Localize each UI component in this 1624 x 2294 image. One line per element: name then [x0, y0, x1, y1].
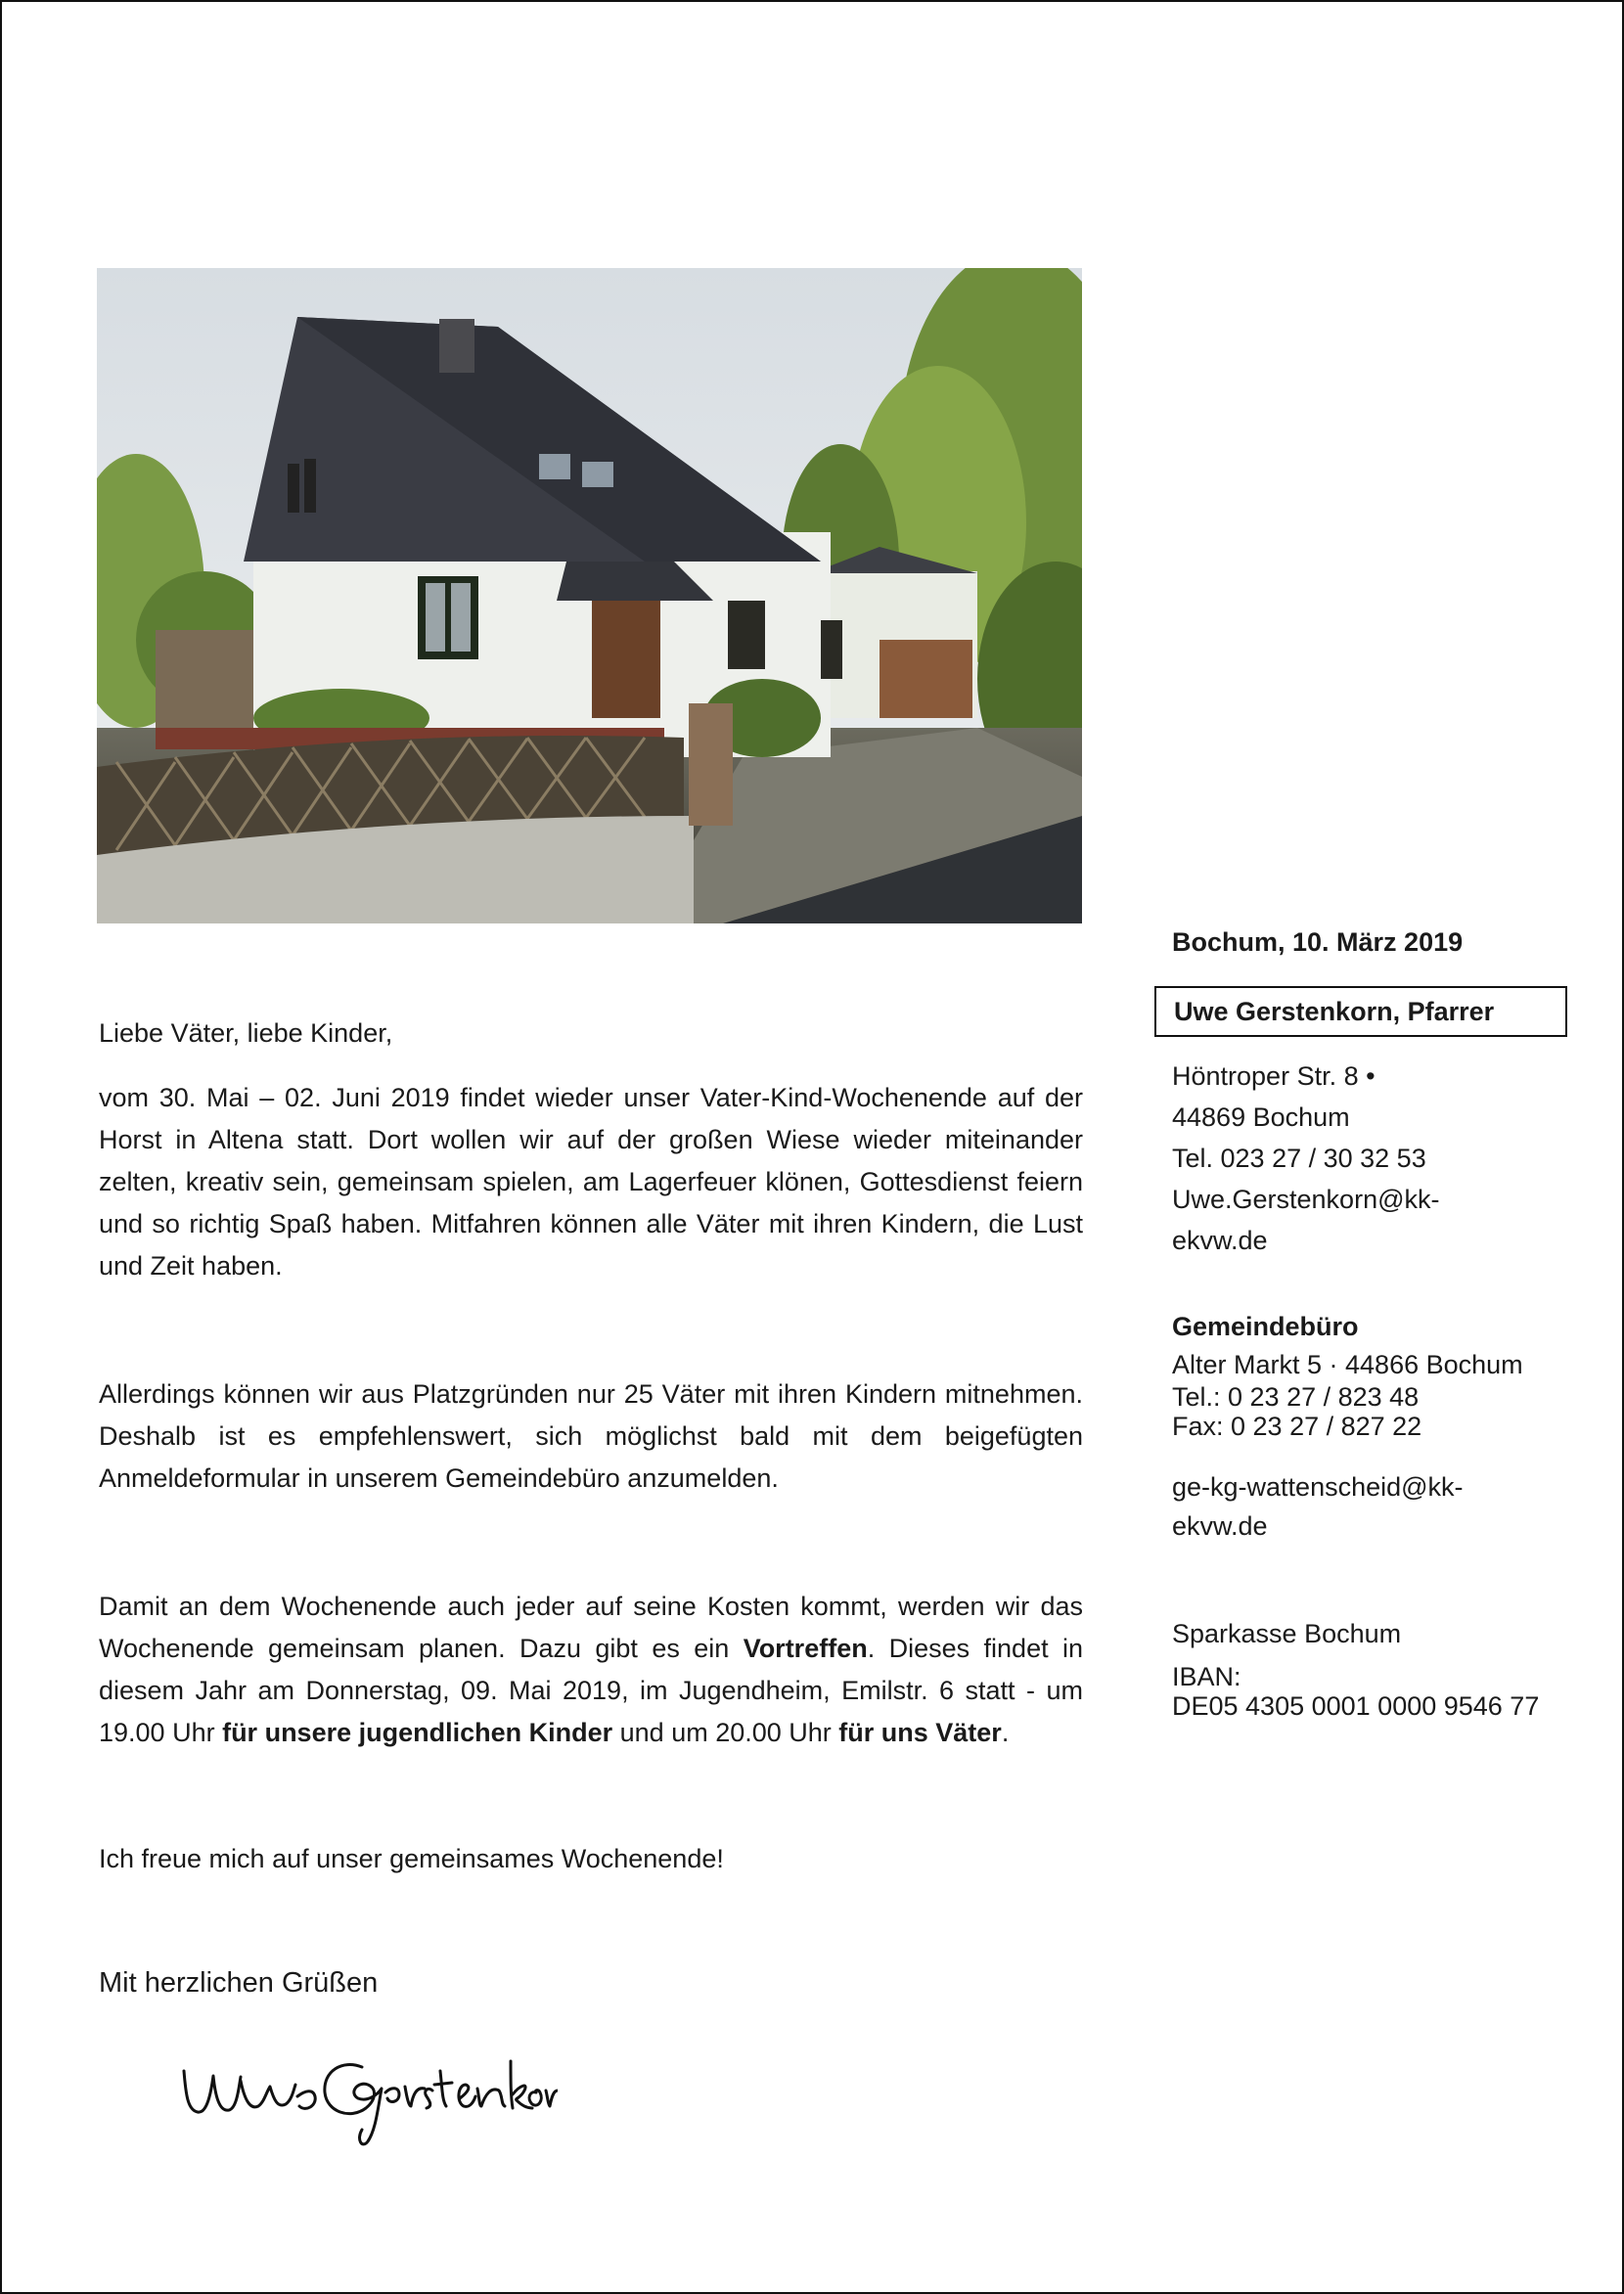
sender-address-line2: 44869 Bochum: [1172, 1102, 1350, 1132]
sender-phone: Tel. 023 27 / 30 32 53: [1172, 1144, 1426, 1173]
office-email-line2[interactable]: ekvw.de: [1172, 1511, 1268, 1541]
sender-email-line2[interactable]: ekvw.de: [1172, 1226, 1268, 1255]
sender-contact: [1172, 1056, 1583, 1261]
office-email-line1[interactable]: ge-kg-wattenscheid@kk-: [1172, 1472, 1464, 1502]
office-block: [1172, 1306, 1583, 1441]
house-photo-icon: [97, 268, 1082, 923]
paragraph-3-vaeter: für uns Väter: [838, 1718, 1002, 1747]
house-photo: [97, 268, 1082, 923]
sender-email-line1[interactable]: Uwe.Gerstenkorn@kk-: [1172, 1185, 1440, 1214]
paragraph-3: [99, 1586, 1083, 1754]
paragraph-3-kinder: für unsere jugendlichen Kinder: [222, 1718, 613, 1747]
paragraph-2: Allerdings können wir aus Platzgründen nur 25 Väter mit ihren Kindern mitnehmen. Deshalb ist es empfehlenswert, sich möglichst bald mit dem beigefügten Anmeldeformular in unserem Gemeindebüro anzumelden.: [99, 1379, 1083, 1493]
sender-name-box: [1154, 986, 1567, 1037]
paragraph-1: vom 30. Mai – 02. Juni 2019 findet wieder unser Vater-Kind-Wochenende auf der Horst in Altena statt. Dort wollen wir auf der großen Wiese wieder miteinander zelten, kreativ sein, gemeinsam spielen, am Lagerfeuer klönen, Gottesdienst feiern und so richtig Spaß haben. Mitfahren können alle Väter mit ihren Kindern, die Lust und Zeit haben.: [99, 1083, 1083, 1281]
letter-date: Bochum, 10. März 2019: [1172, 927, 1464, 957]
bank-name: Sparkasse Bochum: [1172, 1619, 1402, 1648]
paragraph-3-part-c: . Dieses findet in diesem Jahr am Donnerstag, 09. Mai 2019, im Jugendheim, Emilstr. 6 statt - um 19.00 Uhr: [99, 1634, 1083, 1747]
office-address: Alter Markt 5 · 44866 Bochum: [1172, 1350, 1523, 1379]
paragraph-3-part-e: und um 20.00 Uhr: [612, 1718, 839, 1747]
signature-icon: [176, 2042, 558, 2149]
closing-line: Ich freue mich auf unser gemeinsames Wochenende!: [99, 1844, 724, 1873]
office-fax: Fax: 0 23 27 / 827 22: [1172, 1412, 1422, 1441]
iban-value: DE05 4305 0001 0000 9546 77: [1172, 1691, 1540, 1721]
office-phone: Tel.: 0 23 27 / 823 48: [1172, 1382, 1420, 1412]
sender-name: Uwe Gerstenkorn, Pfarrer: [1174, 997, 1495, 1026]
office-email[interactable]: [1172, 1467, 1583, 1546]
salutation: Liebe Väter, liebe Kinder,: [99, 1018, 393, 1048]
office-title: Gemeindebüro: [1172, 1312, 1359, 1341]
iban-label: IBAN:: [1172, 1662, 1241, 1691]
paragraph-3-vortreffen: Vortreffen: [743, 1634, 868, 1663]
paragraph-3-part-a: Damit an dem Wochenende auch jeder auf seine Kosten kommt, werden wir das Wochenende gemeinsam planen. Dazu gibt es ein: [99, 1592, 1083, 1663]
sender-address-line1: Höntroper Str. 8 •: [1172, 1061, 1376, 1091]
bank-block: [1172, 1613, 1583, 1721]
paragraph-3-part-g: .: [1001, 1718, 1010, 1747]
greeting: Mit herzlichen Grüßen: [99, 1967, 379, 1999]
